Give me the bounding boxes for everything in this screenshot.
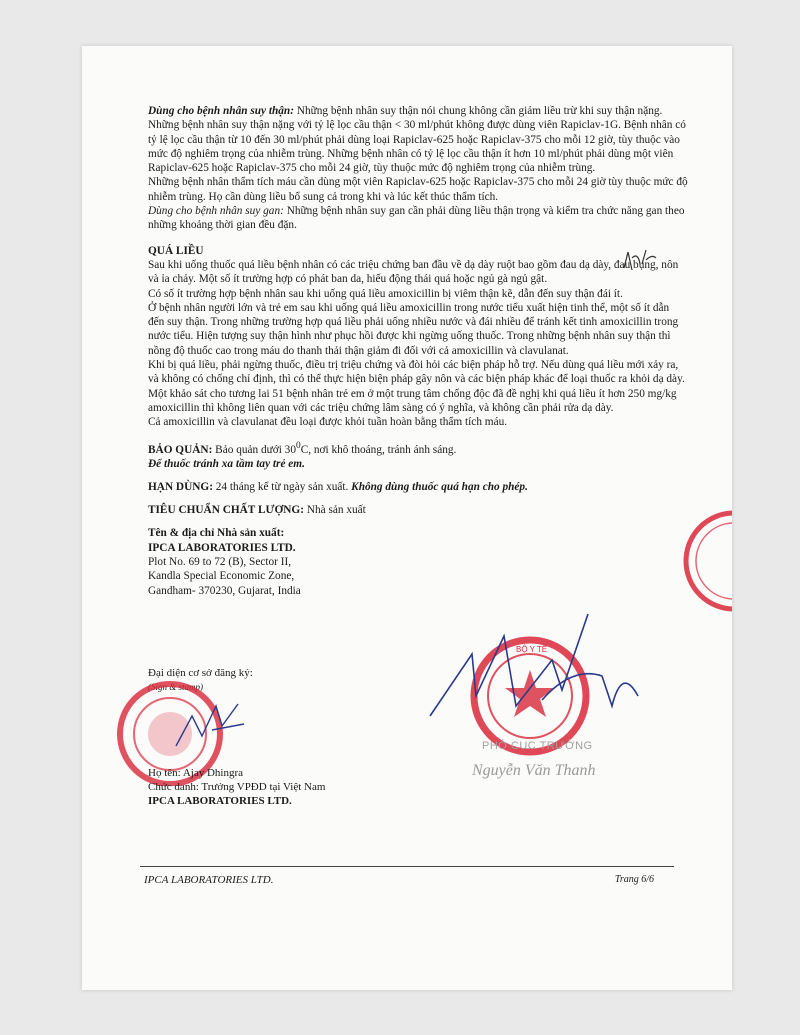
representative-company: IPCA LABORATORIES LTD. <box>148 795 292 807</box>
hepatic-text: Những bệnh nhân suy gan cần phải dùng liều thận trọng và kiểm tra chức năng gan theo những khoảng thời gian đều đặn. <box>148 205 685 232</box>
expiry-warning: Không dùng thuốc quá hạn cho phép. <box>351 480 528 493</box>
storage-label: BẢO QUẢN: <box>148 443 213 456</box>
overdose-p4: Khi bị quá liều, phải ngừng thuốc, điều trị triệu chứng và đòi hỏi các biện pháp hỗ trợ. Nếu dùng quá liều mới xảy ra, và không có chống chỉ định, thì có thể thực hiện biện pháp gây nôn và các biện pháp khác để loại thuốc ra khỏi dạ dày. Một khảo sát cho tương lai 51 bệnh nhân trẻ em ở một trung tâm chống độc đã đề nghị khi quá liều ít hơn 250 mg/kg amoxicillin thì không liên quan với các triệu chứng lâm sàng có ý nghĩa, và không cần phải rửa dạ dày. <box>148 359 685 414</box>
standard-line <box>148 503 688 517</box>
degree-sup: 0 <box>295 440 301 451</box>
renal-paragraph <box>148 104 688 175</box>
approver-name: Nguyễn Văn Thanh <box>472 762 596 779</box>
representative-signature <box>172 696 252 756</box>
approver-title: PHÓ CỤC TRƯỞNG <box>482 740 593 752</box>
manufacturer-addr3: Gandham- 370230, Gujarat, India <box>148 584 301 597</box>
expiry-label: HẠN DÙNG: <box>148 480 213 493</box>
renal-label: Dùng cho bệnh nhân suy thận: <box>148 105 294 117</box>
edge-red-stamp <box>674 506 732 616</box>
expiry-text: 24 tháng kể từ ngày sản xuất. <box>215 480 349 493</box>
storage-text-post: C, nơi khô thoáng, tránh ánh sáng. <box>300 443 457 456</box>
overdose-p1: Sau khi uống thuốc quá liều bệnh nhân có các triệu chứng ban đầu về dạ dày ruột bao gồm đau dạ dày, đau bụng, nôn và ỉa chảy. Một số ít trường hợp có phát ban da, hiếu động thái quá hoặc ngủ gà ngủ gật. <box>148 258 679 286</box>
footer-company: IPCA LABORATORIES LTD. <box>144 874 274 886</box>
manufacturer-label: Tên & địa chỉ Nhà sản xuất: <box>148 527 285 540</box>
representative-title: Chức danh: Trưởng VPĐD tại Việt Nam <box>148 781 326 793</box>
expiry-line <box>148 480 688 494</box>
sign-note: (Sign & stamp) <box>148 682 203 692</box>
overdose-heading: QUÁ LIỀU <box>148 244 204 257</box>
hepatic-paragraph <box>148 204 688 233</box>
initials-signature <box>620 246 660 276</box>
stamp-text: BỘ Y TẾ <box>516 645 548 654</box>
overdose-p3: Ở bệnh nhân người lớn và trẻ em sau khi uống quá liều amoxicillin trong nước tiểu xuất hiện tinh thể, một số ít dẫn đến suy thận. Trong những trường hợp quá liều phải uống nhiều nước và đái nhiều để tránh kết tinh amoxicillin trong nước tiểu. Hiện tượng suy thận hình như phục hồi được khi ngừng uống thuốc. Trong những bệnh nhân suy thận thì nồng độ thuốc cao trong máu do thanh thải thận giảm đi đối với cả amoxicillin và clavulanat. <box>148 301 679 357</box>
hepatic-label: Dùng cho bệnh nhân suy gan: <box>148 205 284 218</box>
representative-name: Họ tên: Ajay Dhingra <box>148 767 244 779</box>
standard-label: TIÊU CHUẨN CHẤT LƯỢNG: <box>148 504 304 517</box>
storage-text-pre: Bảo quản dưới 30 <box>215 443 296 456</box>
manufacturer-name: IPCA LABORATORIES LTD. <box>148 541 296 554</box>
storage-line <box>148 439 688 457</box>
standard-text: Nhà sản xuất <box>306 504 366 517</box>
storage-warning: Để thuốc tránh xa tầm tay trẻ em. <box>148 457 305 470</box>
dialysis-paragraph: Những bệnh nhân thẩm tích máu cần dùng một viên Rapiclav-625 hoặc Rapiclav-375 cho mỗi 24 giờ tùy thuộc mức độ nhiễm trùng. Họ cần dùng liều bổ sung cả trong khi và lúc kết thúc thẩm tích. <box>148 176 688 203</box>
document-page <box>82 46 732 990</box>
document-body <box>148 104 688 598</box>
page-number: Trang 6/6 <box>614 874 654 885</box>
manufacturer-addr1: Plot No. 69 to 72 (B), Sector II, <box>148 556 292 569</box>
representative-label: Đại diện cơ sở đăng ký: <box>148 667 253 679</box>
overdose-p2: Có số ít trường hợp bệnh nhân sau khi uống quá liều amoxicillin bị viêm thận kẽ, dẫn đến suy thận đái ít. <box>148 287 623 300</box>
overdose-p5: Cả amoxicillin và clavulanat đều loại được khỏi tuần hoàn bằng thẩm tích máu. <box>148 416 508 429</box>
manufacturer-addr2: Kandla Special Economic Zone, <box>148 570 295 583</box>
renal-text: Những bệnh nhân suy thận nói chung không cần giảm liều trừ khi suy thận nặng. Những bệnh nhân suy thận nặng với tỷ lệ lọc cầu thận < 30 ml/phút không được dùng viên Rapiclav-1G. Bệnh nhân có tỷ lệ lọc cầu thận từ 10 đến 30 ml/phút phải dùng loại Rapiclav-625 hoặc Rapiclav-375 cho mỗi 12 giờ, tùy thuộc vào mức độ nghiêm trọng của nhiễm trùng. Những bệnh nhân có tỷ lệ lọc cầu thận ít hơn 10 ml/phút phải dùng một viên Rapiclav-625 hoặc Rapiclav-375 cho mỗi 24 giờ, tùy thuộc mức độ nghiêm trọng của nhiễm trùng. <box>148 105 686 175</box>
footer-divider <box>140 866 674 867</box>
representative-signature-block <box>148 766 325 808</box>
